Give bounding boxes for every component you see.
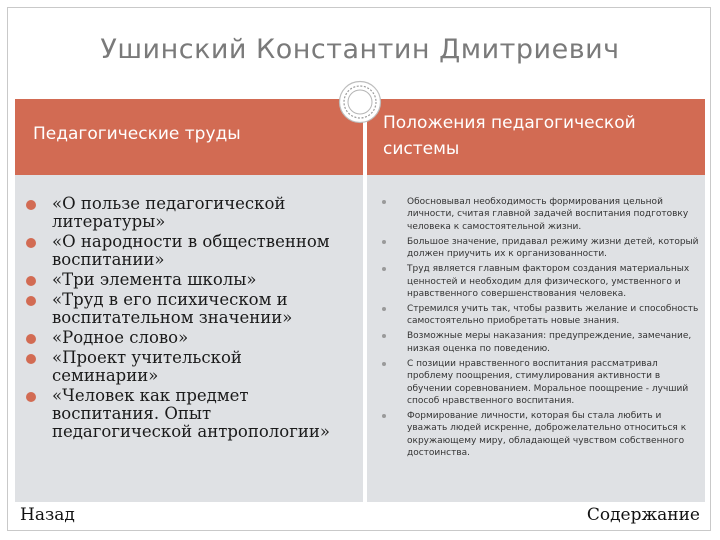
slide-title: Ушинский Константин Дмитриевич xyxy=(100,34,620,65)
list-item: Труд является главным фактором создания материальных ценностей и необходим для физического, умственного и нравственного совершенствования человека. xyxy=(382,263,700,300)
back-link[interactable]: Назад xyxy=(20,505,75,525)
bullet-icon xyxy=(382,240,386,244)
bullet-icon xyxy=(26,296,36,306)
list-item: Стремился учить так, чтобы развить желание и способность самостоятельно приобретать новые знания. xyxy=(382,303,700,328)
list-item: С позиции нравственного воспитания рассматривал проблему поощрения, стимулирования активности в обучении соревнованием. Моральное поощрение - лучший способ нравственного воспитания. xyxy=(382,358,700,408)
bullet-icon xyxy=(26,200,36,210)
circle-ornament-icon xyxy=(338,80,382,124)
list-item: Большое значение, придавал режиму жизни детей, который должен приучить их к организованности. xyxy=(382,236,700,261)
bullet-icon xyxy=(382,334,386,338)
list-item: «Труд в его психическом и воспитательном значении» xyxy=(22,291,347,327)
left-column-header: Педагогические труды xyxy=(33,124,241,144)
list-item: «О пользе педагогической литературы» xyxy=(22,195,347,231)
bullet-icon xyxy=(26,334,36,344)
body-column-separator xyxy=(363,175,367,502)
list-item: Обосновывал необходимость формирования цельной личности, считая главной задачей воспитания подготовку человека к самостоятельной жизни. xyxy=(382,196,700,233)
list-item: Возможные меры наказания: предупреждение, замечание, низкая оценка по поведению. xyxy=(382,330,700,355)
bullet-icon xyxy=(26,238,36,248)
bullet-icon xyxy=(382,414,386,418)
bullet-icon xyxy=(382,200,386,204)
list-item: «О народности в общественном воспитании» xyxy=(22,233,347,269)
bullet-icon xyxy=(26,276,36,286)
bullet-icon xyxy=(26,392,36,402)
system-principles-list xyxy=(382,196,700,462)
bullet-icon xyxy=(382,307,386,311)
list-item: Формирование личности, которая бы стала любить и уважать людей искренне, доброжелательно относиться к окружающему миру, обладающей чувством собственного достоинства. xyxy=(382,410,700,460)
list-item: «Проект учительской семинарии» xyxy=(22,349,347,385)
pedagogical-works-list xyxy=(22,195,347,443)
contents-link[interactable]: Содержание xyxy=(586,505,700,525)
right-column-header: Положения педагогической системы xyxy=(383,113,636,159)
list-item: «Родное слово» xyxy=(22,329,347,347)
bullet-icon xyxy=(382,267,386,271)
list-item: «Три элемента школы» xyxy=(22,271,347,289)
bullet-icon xyxy=(382,362,386,366)
bullet-icon xyxy=(26,354,36,364)
list-item: «Человек как предмет воспитания. Опыт педагогической антропологии» xyxy=(22,387,347,441)
